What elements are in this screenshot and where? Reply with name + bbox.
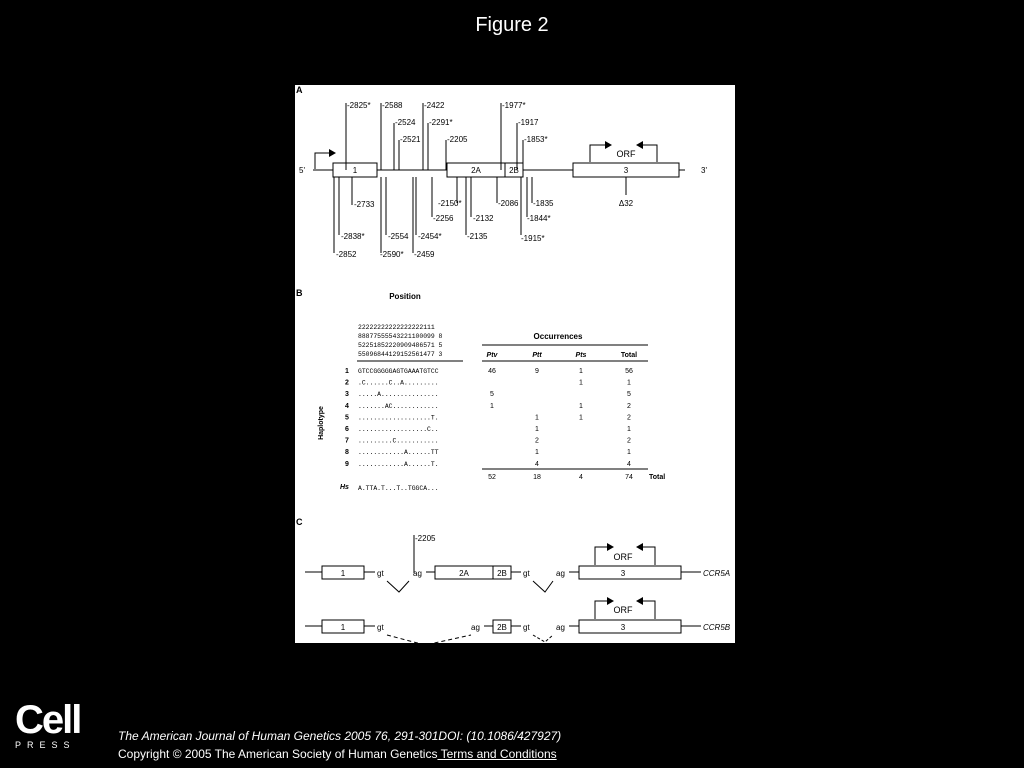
snp-label: -2422 (424, 101, 445, 110)
snp-label: -1917 (518, 118, 539, 127)
haplotype-id: 3 (345, 391, 349, 399)
orf-label-c: ORF (613, 552, 633, 562)
logo-sub: PRESS (15, 740, 76, 750)
exon-1-label: 1 (352, 166, 358, 175)
panel-c-label: C (296, 517, 303, 527)
col-header-ptt: Ptt (532, 352, 542, 359)
snp-label: -2838* (341, 232, 365, 241)
exon-1-label: 1 (340, 623, 346, 632)
haplotype-sequence: ...................T. (358, 414, 439, 422)
haplotype-table (345, 368, 633, 468)
exon-2b-label: 2B (509, 166, 519, 175)
occurrence-pts: 1 (579, 368, 583, 375)
panel-b-label: B (296, 288, 303, 298)
haplotype-id: 1 (345, 368, 349, 375)
total-label: Total (649, 474, 666, 481)
snp-label: -1853* (524, 135, 548, 144)
snp-label: -2135 (467, 232, 488, 241)
occurrence-ptv: 46 (488, 368, 496, 375)
snp-label: -2524 (395, 118, 416, 127)
occurrence-total: 1 (627, 426, 631, 433)
exon-1-label: 1 (340, 569, 346, 578)
haplotype-sequence: ............A......T. (358, 460, 439, 468)
gt-label: gt (523, 569, 530, 578)
snp-label: -2852 (336, 250, 357, 259)
snp-label: -2825* (347, 101, 371, 110)
snp-label: -2590* (380, 250, 404, 259)
total-ptt: 18 (533, 474, 541, 481)
snp-c-label: -2205 (415, 534, 436, 543)
ag-label: ag (556, 623, 565, 632)
hs-label: Hs (340, 484, 349, 491)
occurrences-heading: Occurrences (533, 332, 583, 341)
occurrence-total: 1 (627, 379, 631, 387)
occurrence-total: 4 (627, 460, 631, 468)
snp-label: -2291* (429, 118, 453, 127)
gene-diagram (295, 85, 735, 643)
occurrence-ptt: 2 (535, 437, 539, 445)
orf-label-c: ORF (613, 605, 633, 615)
delta32-label: Δ32 (618, 199, 634, 208)
five-prime-label: 5' (299, 166, 305, 175)
cell-press-logo (15, 698, 85, 750)
ag-label: ag (471, 623, 480, 632)
col-header-pts: Pts (575, 352, 587, 359)
col-header-ptv: Ptv (486, 352, 498, 359)
occurrence-total: 1 (627, 449, 631, 457)
haplotype-id: 5 (345, 414, 349, 422)
snp-label: -1835 (533, 199, 554, 208)
occurrence-ptt: 9 (535, 368, 539, 375)
snp-label: -2086 (498, 199, 519, 208)
occurrence-total: 2 (627, 402, 631, 410)
occurrence-total: 2 (627, 414, 631, 422)
haplotype-id: 4 (345, 402, 349, 410)
haplotype-id: 2 (345, 379, 349, 387)
position-row: 88877555543221100099 8 (358, 333, 443, 340)
haplotype-sequence: .....A............... (358, 391, 439, 399)
snp-label: -1977* (502, 101, 526, 110)
gt-label: gt (377, 623, 384, 632)
snp-label: -1844* (527, 214, 551, 223)
haplotype-heading: Haplotype (318, 406, 325, 440)
snp-label: -2733 (354, 200, 375, 209)
ag-label: ag (413, 569, 422, 578)
occurrence-ptv: 1 (490, 402, 494, 410)
haplotype-id: 8 (345, 449, 349, 457)
snp-label: -2132 (473, 214, 494, 223)
haplotype-sequence: GTCCGGGGGAGTGAAATGTCC (358, 368, 439, 375)
slide-title: Figure 2 (475, 14, 549, 36)
terms-link[interactable]: Terms and Conditions (437, 747, 557, 761)
snp-label: -2454* (418, 232, 442, 241)
position-heading: Position (389, 292, 421, 301)
ccr5b-label: CCR5B (703, 623, 731, 632)
total-pts: 4 (579, 474, 583, 481)
haplotype-id: 6 (345, 426, 349, 433)
occurrence-pts: 1 (579, 379, 583, 387)
snp-label: -2554 (388, 232, 409, 241)
haplotype-sequence: ..................C.. (358, 426, 439, 433)
haplotype-id: 7 (345, 437, 349, 445)
total-ptv: 52 (488, 474, 496, 481)
ccr5a-label: CCR5A (703, 569, 731, 578)
copyright-text: Copyright © 2005 The American Society of Human Genetics (118, 747, 438, 761)
exon-2b-label: 2B (497, 623, 507, 632)
snp-label: -2256 (433, 214, 454, 223)
position-row: 55096844129152561477 3 (358, 351, 443, 358)
occurrence-total: 2 (627, 437, 631, 445)
occurrence-pts: 1 (579, 414, 583, 422)
total-total: 74 (625, 474, 633, 481)
exon-2a-label: 2A (459, 569, 469, 578)
haplotype-sequence: .........C........... (358, 437, 439, 445)
orf-label-a: ORF (616, 149, 636, 159)
occurrence-ptt: 1 (535, 449, 539, 457)
panel-a-label: A (296, 85, 303, 95)
exon-2a-label: 2A (471, 166, 481, 175)
occurrence-ptv: 5 (490, 391, 494, 399)
three-prime-label: 3' (701, 166, 707, 175)
logo-word: Cell (15, 698, 81, 742)
position-row: 22222222222222222111 (358, 324, 435, 331)
exon-2b-label: 2B (497, 569, 507, 578)
exon-3-label: 3 (620, 569, 626, 578)
copyright-line (118, 747, 557, 761)
position-row: 52251852220909486571 5 (358, 342, 443, 349)
snp-label: -2459 (414, 250, 435, 259)
snp-label: -2521 (400, 135, 421, 144)
hs-sequence: A.TTA.T...T..TGGCA... (358, 485, 439, 492)
figure-panel (295, 85, 735, 643)
exon-3-label: 3 (620, 623, 626, 632)
transcript-ccr5a (305, 543, 730, 592)
snp-label: -2150* (438, 199, 462, 208)
occurrence-total: 56 (625, 368, 633, 375)
snp-label: -2588 (382, 101, 403, 110)
haplotype-id: 9 (345, 460, 349, 468)
occurrence-ptt: 4 (535, 460, 539, 468)
col-header-total: Total (620, 352, 638, 359)
exon-3-label: 3 (623, 166, 629, 175)
haplotype-sequence: .C......C..A......... (358, 379, 439, 387)
haplotype-sequence: .......AC............ (358, 402, 439, 410)
ag-label: ag (556, 569, 565, 578)
occurrence-pts: 1 (579, 402, 583, 410)
transcript-ccr5b (305, 597, 731, 643)
occurrence-ptt: 1 (535, 426, 539, 433)
haplotype-sequence: ............A......TT (358, 449, 439, 457)
citation-text: The American Journal of Human Genetics 2005 76, 291-301DOI: (10.1086/427927) (118, 729, 562, 743)
gt-label: gt (377, 569, 384, 578)
occurrence-ptt: 1 (535, 414, 539, 422)
snp-label: -2205 (447, 135, 468, 144)
occurrence-total: 5 (627, 391, 631, 399)
gt-label: gt (523, 623, 530, 632)
snp-label: -1915* (521, 234, 545, 243)
